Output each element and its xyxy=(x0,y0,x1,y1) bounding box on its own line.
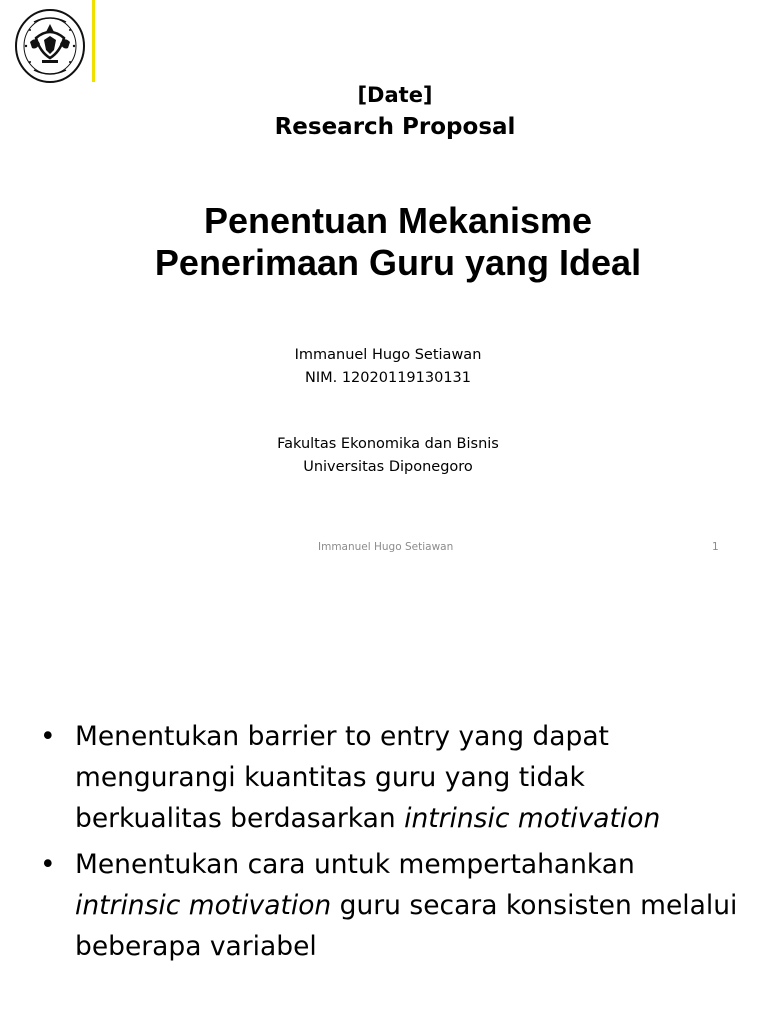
title-line-2: Penerimaan Guru yang Ideal xyxy=(154,242,642,283)
bullet-text: Menentukan cara untuk mempertahankan xyxy=(75,849,635,880)
slide-objectives xyxy=(0,660,768,1024)
footer-author: Immanuel Hugo Setiawan xyxy=(318,541,454,553)
bullet-text: guru secara konsisten melalui beberapa variabel xyxy=(75,890,738,962)
bullet-italic-text: intrinsic motivation xyxy=(404,803,661,834)
date-placeholder: [Date] xyxy=(357,83,433,107)
title-line-1: Penentuan Mekanisme xyxy=(203,200,593,241)
page-number: 1 xyxy=(712,541,719,553)
author-block xyxy=(0,344,768,390)
accent-bar xyxy=(92,0,95,82)
university-seal-icon xyxy=(14,8,86,84)
bullet-item xyxy=(40,844,740,967)
university-name: Universitas Diponegoro xyxy=(303,459,473,475)
bullet-item xyxy=(40,716,740,839)
bullet-icon: • xyxy=(40,721,56,752)
proposal-subtitle: Research Proposal xyxy=(274,114,516,140)
bullet-text: Menentukan barrier to entry yang dapat mengurangi kuantitas guru yang tidak berkualitas berdasarkan xyxy=(75,721,609,834)
slide-main-title xyxy=(0,200,768,284)
author-nim: NIM. 12020119130131 xyxy=(304,370,471,386)
faculty-name: Fakultas Ekonomika dan Bisnis xyxy=(277,436,499,452)
bullet-italic-text: intrinsic motivation xyxy=(75,890,332,921)
author-name: Immanuel Hugo Setiawan xyxy=(294,347,482,363)
bullet-list xyxy=(40,716,740,972)
affiliation-block xyxy=(0,433,768,479)
bullet-icon: • xyxy=(40,849,56,880)
